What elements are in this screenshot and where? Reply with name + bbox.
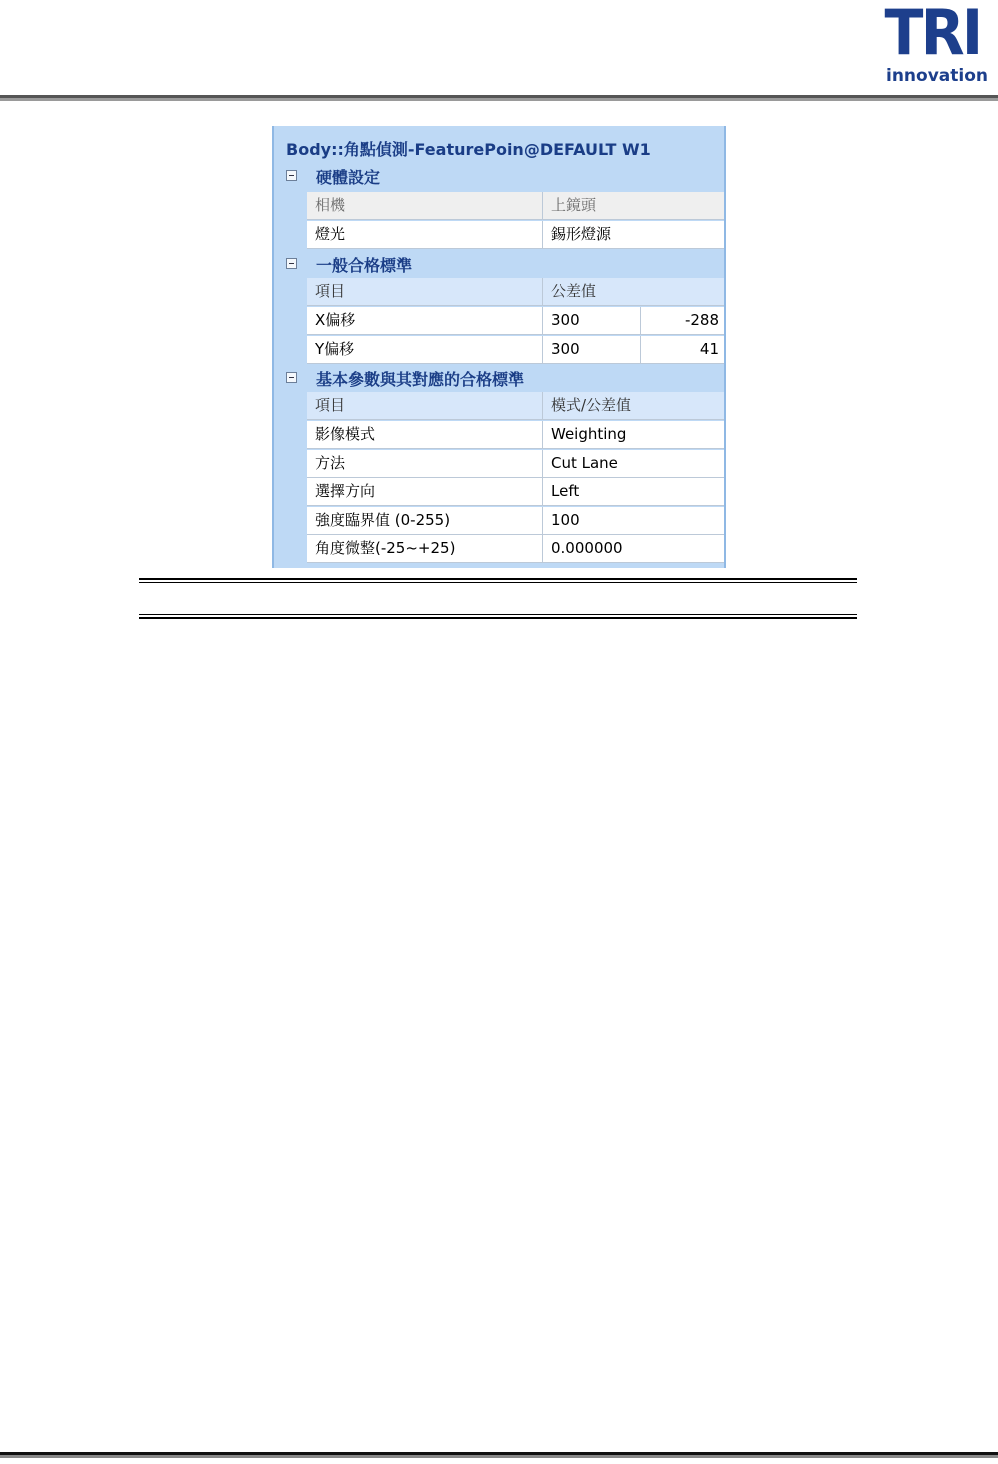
- property-row-threshold[interactable]: [307, 507, 724, 535]
- property-value: 上鏡頭: [551, 196, 597, 214]
- property-row-x-offset[interactable]: [307, 307, 724, 335]
- collapse-icon[interactable]: [286, 372, 297, 383]
- table-rule-bottom: [139, 617, 857, 619]
- category-general-criteria[interactable]: [274, 250, 724, 278]
- category-label: 一般合格標準: [316, 256, 413, 275]
- property-header-row: [307, 392, 724, 420]
- property-value[interactable]: Left: [551, 482, 580, 500]
- category-label: 基本參數與其對應的合格標準: [316, 370, 525, 389]
- property-name: 角度微整(-25~+25): [307, 535, 543, 562]
- column-header-mode-tolerance: 模式/公差值: [551, 396, 632, 414]
- property-name: 燈光: [307, 221, 543, 248]
- property-name: Y偏移: [307, 336, 543, 363]
- property-tolerance[interactable]: 300: [543, 307, 641, 334]
- property-value[interactable]: Cut Lane: [551, 454, 618, 472]
- property-name: 相機: [307, 192, 543, 219]
- property-tolerance[interactable]: 300: [543, 336, 641, 363]
- category-basic-params[interactable]: [274, 364, 724, 392]
- property-row-method[interactable]: [307, 450, 724, 478]
- logo-mark: TRI: [884, 0, 981, 69]
- property-measured: -288: [684, 311, 719, 329]
- property-value[interactable]: 0.000000: [551, 539, 623, 557]
- category-hardware-settings[interactable]: [274, 162, 724, 190]
- property-row-lighting[interactable]: [307, 221, 724, 249]
- category-label: 硬體設定: [316, 168, 381, 187]
- footer-rule: [0, 1452, 998, 1458]
- property-measured: 41: [699, 340, 719, 358]
- property-value[interactable]: 100: [551, 511, 580, 529]
- property-value[interactable]: Weighting: [551, 425, 627, 443]
- property-name: 強度臨界值 (0-255): [307, 507, 543, 534]
- property-name: 影像模式: [307, 421, 543, 448]
- table-rule-top: [139, 578, 857, 580]
- property-name: X偏移: [307, 307, 543, 334]
- table-rule-top-thin: [139, 582, 857, 583]
- property-row-image-mode[interactable]: [307, 421, 724, 449]
- tri-innovation-logo: [878, 2, 996, 88]
- property-row-camera[interactable]: [307, 192, 724, 220]
- property-row-direction[interactable]: [307, 478, 724, 506]
- logo-subtitle: innovation: [886, 66, 988, 86]
- property-header-row: [307, 278, 724, 306]
- collapse-icon[interactable]: [286, 258, 297, 269]
- collapse-icon[interactable]: [286, 170, 297, 181]
- column-header-item: 項目: [307, 278, 543, 305]
- grid-title: Body::角點偵測-FeaturePoin@DEFAULT W1: [286, 140, 651, 159]
- property-row-angle-adjust[interactable]: [307, 535, 724, 563]
- property-grid: [272, 126, 726, 568]
- property-value[interactable]: 錫形燈源: [551, 225, 612, 243]
- column-header-tolerance: 公差值: [551, 282, 597, 300]
- property-name: 方法: [307, 450, 543, 477]
- property-name: 選擇方向: [307, 478, 543, 505]
- property-row-y-offset[interactable]: [307, 336, 724, 364]
- header-rule: [0, 95, 998, 101]
- table-rule-bottom-thin: [139, 614, 857, 615]
- column-header-item: 項目: [307, 392, 543, 419]
